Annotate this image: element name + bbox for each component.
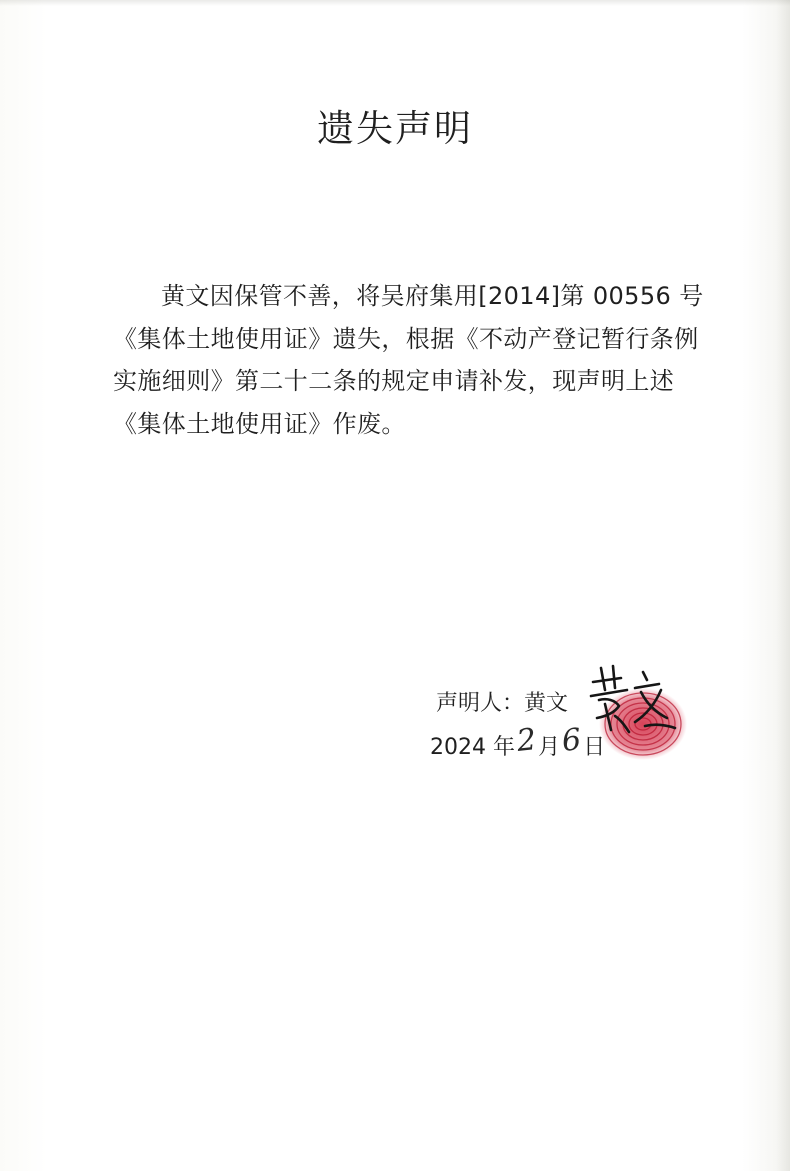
- date-day-label: 日: [583, 735, 606, 760]
- scan-top-edge: [0, 0, 790, 6]
- handwritten-signature: [585, 660, 680, 740]
- statement-date: [430, 722, 606, 765]
- date-month-handwritten: 2: [515, 722, 538, 759]
- statement-body: 黄文因保管不善，将吴府集用[2014]第 00556 号《集体土地使用证》遗失，根据《不动产登记暂行条例实施细则》第二十二条的规定申请补发，现声明上述《集体土地使用证》作废。: [113, 282, 704, 438]
- date-year: 2024 年: [430, 735, 515, 760]
- scan-right-edge: [776, 0, 790, 1171]
- date-day-handwritten: 6: [560, 722, 583, 759]
- declarant-label: 声明人：黄文: [436, 691, 569, 716]
- date-month-label: 月: [538, 735, 561, 760]
- document-title: 遗失声明: [317, 107, 473, 150]
